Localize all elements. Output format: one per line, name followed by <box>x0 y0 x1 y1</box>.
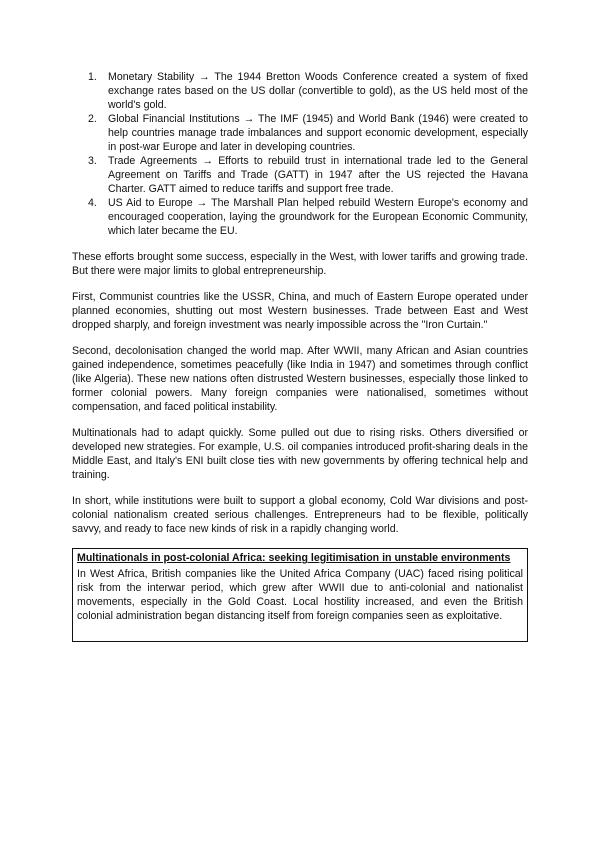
document-body <box>72 70 528 642</box>
paragraph-conclusion: In short, while institutions were built to support a global economy, Cold War divisions and post-colonial nationalism created serious challenges. Entrepreneurs had to be flexible, politically savvy, and ready to face new kinds of risk in a rapidly changing world. <box>72 495 528 535</box>
paragraph-communist-countries: First, Communist countries like the USSR, China, and much of Eastern Europe operated under planned economies, shutting out most Western businesses. Trade between East and West dropped sharply, and foreign investment was nearly impossible across the "Iron Curtain." <box>72 291 528 331</box>
numbered-list <box>72 70 528 238</box>
case-study-body: In West Africa, British companies like the United Africa Company (UAC) faced rising political risk from the interwar period, which grew after WWII due to anti-colonial and nationalist movements, especially in the Gold Coast. Local hostility increased, and even the British colonial administration began distancing itself from foreign companies seen as exploitative. <box>77 567 523 622</box>
list-item <box>72 196 528 238</box>
case-study-box <box>72 548 528 642</box>
paragraph-multinationals-adapt: Multinationals had to adapt quickly. Some pulled out due to rising risks. Others diversified or developed new strategies. For example, U.S. oil companies introduced profit-sharing deals in the Middle East, and Italy's ENI built close ties with new governments by offering technical help and training. <box>72 427 528 481</box>
list-item <box>72 112 528 154</box>
list-item-text: Global Financial Institutions → The IMF (1945) and World Bank (1946) were created to help countries manage trade imbalances and support economic development, especially in post-war Europe and later in developing countries. <box>108 113 528 153</box>
list-item-number: 3. <box>88 155 97 167</box>
list-item <box>72 154 528 196</box>
paragraph-summary: These efforts brought some success, especially in the West, with lower tariffs and growing trade. But there were major limits to global entrepreneurship. <box>72 251 528 277</box>
case-study-title: Multinationals in post-colonial Africa: seeking legitimisation in unstable environments <box>77 552 511 564</box>
list-item-text: US Aid to Europe → The Marshall Plan helped rebuild Western Europe's economy and encouraged cooperation, laying the groundwork for the European Economic Community, which later became the EU. <box>108 197 528 237</box>
paragraph-decolonisation: Second, decolonisation changed the world map. After WWII, many African and Asian countries gained independence, sometimes peacefully (like India in 1947) and sometimes through conflict (like Algeria). These new nations often distrusted Western businesses, especially those linked to former colonial powers. Many foreign companies were nationalised, sometimes without compensation, and faced political instability. <box>72 345 528 413</box>
list-item <box>72 70 528 112</box>
list-item-text: Trade Agreements → Efforts to rebuild trust in international trade led to the General Agreement on Tariffs and Trade (GATT) in 1947 after the US rejected the Havana Charter. GATT aimed to reduce tariffs and support free trade. <box>108 155 528 195</box>
list-item-number: 2. <box>88 113 97 125</box>
list-item-number: 4. <box>88 197 97 209</box>
list-item-text: Monetary Stability → The 1944 Bretton Woods Conference created a system of fixed exchange rates based on the US dollar (convertible to gold), as the US held most of the world's gold. <box>108 71 528 111</box>
list-item-number: 1. <box>88 71 97 83</box>
